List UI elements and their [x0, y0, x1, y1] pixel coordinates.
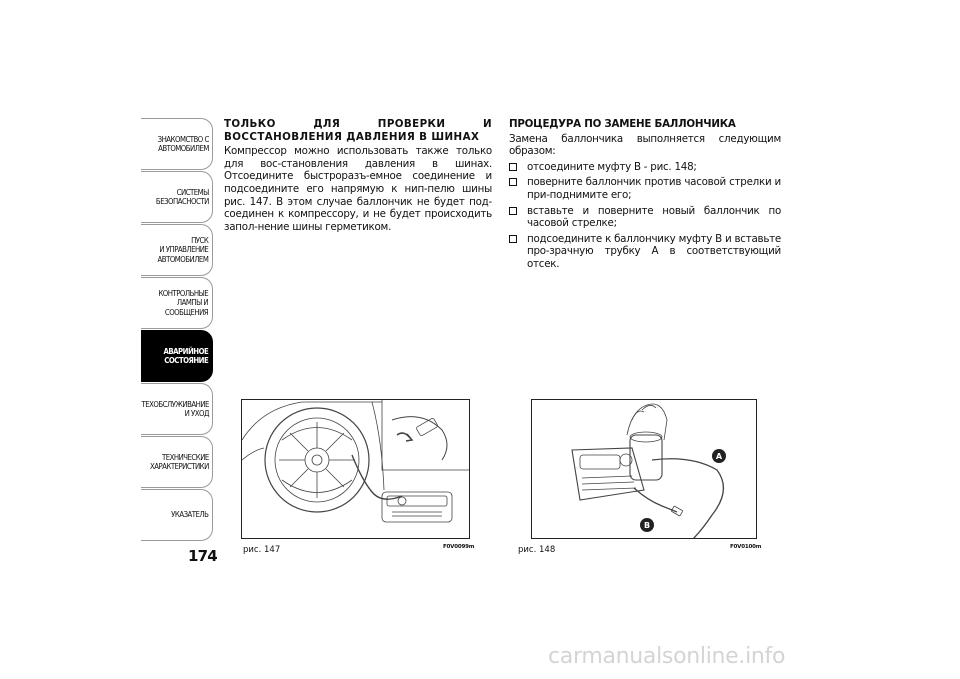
- step-text: подсоедините к баллончику муфту В и вставьте про-зрачную трубку А в соответствующий отсек.: [527, 232, 781, 270]
- tab-label: КОНТРОЛЬНЫЕ ЛАМПЫ И СООБЩЕНИЯ: [158, 287, 209, 317]
- marker-b-badge: B: [640, 518, 654, 532]
- tab-label: ЗНАКОМСТВО С АВТОМОБИЛЕМ: [157, 133, 209, 153]
- procedure-intro: Замена баллончика выполняется следующим образом:: [509, 132, 781, 158]
- step-text: поверните баллончик против часовой стрелки и при-поднимите его;: [527, 176, 781, 201]
- list-item: [509, 161, 781, 174]
- right-column: [509, 118, 781, 274]
- step-text: вставьте и поверните новый баллончик по часовой стрелке;: [527, 204, 781, 230]
- checkbox-bullet-icon: [509, 178, 517, 186]
- procedure-heading: ПРОЦЕДУРА ПО ЗАМЕНЕ БАЛЛОНЧИКА: [509, 118, 736, 130]
- wheel-compressor-drawing: [242, 400, 470, 539]
- figure-147-caption: рис. 147: [243, 545, 281, 555]
- tab-znakomstvo[interactable]: [141, 118, 213, 170]
- figure-147-illustration: [241, 399, 470, 539]
- checkbox-bullet-icon: [509, 235, 517, 243]
- tab-tehobsluzhivanie[interactable]: [141, 383, 213, 435]
- tab-pusk[interactable]: [141, 224, 213, 276]
- tab-label: ПУСК И УПРАВЛЕНИЕ АВТОМОБИЛЕМ: [157, 234, 209, 264]
- section-heading: ТОЛЬКО ДЛЯ ПРОВЕРКИ И ВОССТАНОВЛЕНИЯ ДАВЛЕНИЯ В ШИНАХ: [224, 118, 492, 143]
- figure-148-code: F0V0100m: [730, 544, 762, 550]
- tab-kontrolnye-lampy[interactable]: [141, 277, 213, 329]
- list-item: [509, 233, 781, 271]
- tab-label: СИСТЕМЫ БЕЗОПАСНОСТИ: [155, 186, 209, 206]
- tab-sistemy-bezopasnosti[interactable]: [141, 171, 213, 223]
- list-item: [509, 176, 781, 201]
- tab-ukazatel[interactable]: [141, 489, 213, 541]
- tab-tehnicheskie-harakteristiki[interactable]: [141, 436, 213, 488]
- checkbox-bullet-icon: [509, 163, 517, 171]
- marker-a-badge: A: [712, 449, 726, 463]
- watermark-text: carmanualsonline.info: [548, 644, 786, 669]
- tab-label: ТЕХНИЧЕСКИЕ ХАРАКТЕРИСТИКИ: [149, 451, 209, 471]
- tab-label: АВАРИЙНОЕ СОСТОЯНИЕ: [163, 345, 209, 365]
- tab-label: УКАЗАТЕЛЬ: [171, 509, 209, 520]
- figure-147-code: F0V0099m: [443, 544, 475, 550]
- list-item: [509, 205, 781, 230]
- checkbox-bullet-icon: [509, 207, 517, 215]
- figure-148-illustration: [531, 399, 757, 539]
- tab-label: ТЕХОБСЛУЖИВАНИЕ И УХОД: [141, 398, 209, 418]
- step-text: отсоедините муфту В - рис. 148;: [527, 160, 697, 173]
- left-column: [224, 118, 492, 233]
- tab-avariynoe-sostoyanie[interactable]: [141, 330, 213, 382]
- section-paragraph: Компрессор можно использовать также только для вос-становления давления в шинах. Отсоедините быстроразъ-емное соединение и подсоедините его напрямую к нип-пелю шины рис. 147. В этом случае баллончик не будет под-соединен к компрессору, и не будет происходить запол-нение шины герметиком.: [224, 145, 492, 233]
- page-number: 174: [188, 547, 217, 565]
- figure-148-caption: рис. 148: [518, 545, 556, 555]
- procedure-steps: [509, 161, 781, 271]
